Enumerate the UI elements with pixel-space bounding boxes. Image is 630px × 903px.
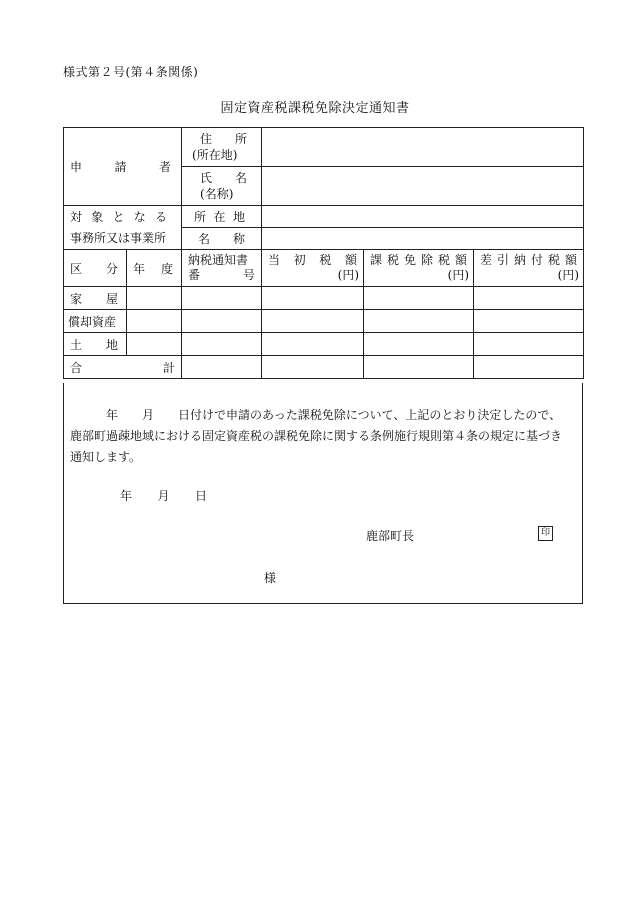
initial-tax-header xyxy=(262,250,364,287)
initial-tax-cell[interactable] xyxy=(262,333,364,356)
initial-tax-cell[interactable] xyxy=(262,310,364,333)
initial-tax-unit: (円) xyxy=(337,268,360,282)
exempt-tax-char: 税 xyxy=(387,253,400,267)
row-label-char: 地 xyxy=(105,337,118,352)
notice-line3: 通知します。 xyxy=(70,450,142,464)
name-label-char: 氏 xyxy=(200,171,213,185)
notice-number-char: 番 xyxy=(188,268,201,282)
row-label-depreciable: 償却資産 xyxy=(64,310,127,333)
location-label-char: 所 xyxy=(194,210,207,224)
location-label-char: 地 xyxy=(232,210,245,224)
table-row-total xyxy=(64,356,584,379)
row-label-char: 家 xyxy=(70,291,83,306)
initial-tax-char: 初 xyxy=(293,253,306,267)
notice-line2: 鹿部町過疎地域における固定資産税の課税免除に関する条例施行規則第４条の規定に基づき xyxy=(70,429,563,443)
initial-tax-cell[interactable] xyxy=(262,356,364,379)
target-label-line2: 事務所又は事業所 xyxy=(70,230,167,245)
addressee: 様 xyxy=(264,571,277,585)
address-label-char: 住 xyxy=(200,132,213,146)
target-label-char: る xyxy=(155,209,168,224)
applicant-name-field[interactable] xyxy=(262,167,584,206)
net-tax-char: 税 xyxy=(547,253,560,267)
category-header xyxy=(64,250,127,287)
applicant-address-row xyxy=(64,128,584,167)
notice-date: 年 月 日 xyxy=(120,489,208,503)
notice-number-cell[interactable] xyxy=(182,287,262,310)
notice-number-cell[interactable] xyxy=(182,333,262,356)
applicant-label-char: 申 xyxy=(70,160,83,174)
net-tax-char: 差 xyxy=(480,253,493,267)
row-label-char: 計 xyxy=(163,360,176,375)
applicant-label-cell xyxy=(64,128,182,206)
exempt-tax-header xyxy=(364,250,474,287)
location-label-char: 在 xyxy=(213,210,226,224)
initial-tax-cell[interactable] xyxy=(262,287,364,310)
net-tax-char: 納 xyxy=(513,253,526,267)
fiscal-year-cell[interactable] xyxy=(127,333,182,356)
address-sub-label: (所在地) xyxy=(192,148,238,162)
target-location-field[interactable] xyxy=(262,206,584,228)
address-label-cell xyxy=(182,128,262,167)
notice-line1: 年 月 日付けで申請のあった課税免除について、上記のとおり決定したので、 xyxy=(106,408,562,422)
notice-number-cell[interactable] xyxy=(182,310,262,333)
net-tax-cell[interactable] xyxy=(474,310,584,333)
target-name-label-cell xyxy=(182,228,262,250)
target-name-label-char: 称 xyxy=(233,232,246,246)
amount-header-row xyxy=(64,250,584,287)
net-tax-char: 付 xyxy=(530,253,543,267)
net-tax-unit: (円) xyxy=(557,268,580,282)
net-tax-cell[interactable] xyxy=(474,356,584,379)
document-title: 固定資産税課税免除決定通知書 xyxy=(220,101,410,116)
issuer-name: 鹿部町長 xyxy=(366,529,415,543)
exempt-tax-char: 免 xyxy=(403,253,416,267)
notice-number-cell[interactable] xyxy=(182,356,262,379)
exempt-tax-char: 除 xyxy=(420,253,433,267)
net-tax-cell[interactable] xyxy=(474,333,584,356)
form-number: 様式第２号(第４条関係) xyxy=(63,65,199,79)
name-label-cell xyxy=(182,167,262,206)
table-row-land xyxy=(64,333,584,356)
exempt-tax-cell[interactable] xyxy=(364,310,474,333)
name-sub-label: (名称) xyxy=(200,187,234,201)
notice-body xyxy=(70,405,576,468)
seal-mark: 印 xyxy=(538,526,553,541)
fiscal-year-cell[interactable] xyxy=(127,310,182,333)
exempt-tax-unit: (円) xyxy=(447,268,470,282)
target-label-char: な xyxy=(133,209,146,224)
table-row-depreciable xyxy=(64,310,584,333)
target-location-row xyxy=(64,206,584,228)
category-header-char: 分 xyxy=(105,261,118,276)
net-tax-char: 引 xyxy=(497,253,510,267)
row-label-char: 合 xyxy=(70,360,83,375)
row-label-house xyxy=(64,287,127,310)
category-header-char: 区 xyxy=(70,261,83,276)
fiscal-year-char: 年 xyxy=(133,261,146,276)
fiscal-year-header xyxy=(127,250,182,287)
target-name-field[interactable] xyxy=(262,228,584,250)
target-label-char: と xyxy=(112,209,125,224)
exempt-tax-char: 額 xyxy=(454,253,467,267)
fiscal-year-cell[interactable] xyxy=(127,287,182,310)
target-name-label-char: 名 xyxy=(198,232,211,246)
applicant-address-field[interactable] xyxy=(262,128,584,167)
exempt-tax-char: 課 xyxy=(370,253,383,267)
initial-tax-char: 当 xyxy=(268,253,281,267)
row-label-char: 土 xyxy=(70,337,83,352)
target-label-cell xyxy=(64,206,182,250)
net-tax-cell[interactable] xyxy=(474,287,584,310)
fiscal-year-char: 度 xyxy=(161,261,174,276)
target-label-char: 象 xyxy=(91,209,104,224)
applicant-label-char: 請 xyxy=(114,160,127,174)
table-row-house xyxy=(64,287,584,310)
initial-tax-char: 額 xyxy=(344,253,357,267)
notice-number-char: 号 xyxy=(243,268,256,282)
row-label-land xyxy=(64,333,127,356)
notice-number-header xyxy=(182,250,262,287)
notice-table xyxy=(63,127,584,379)
row-label-total xyxy=(64,356,182,379)
initial-tax-char: 税 xyxy=(319,253,332,267)
address-label-char: 所 xyxy=(235,132,248,146)
row-label-char: 屋 xyxy=(105,291,118,306)
exempt-tax-char: 税 xyxy=(437,253,450,267)
target-label-char: 対 xyxy=(70,209,83,224)
notice-number-line1: 納税通知書 xyxy=(188,253,249,267)
net-tax-header xyxy=(474,250,584,287)
name-label-char: 名 xyxy=(235,171,248,185)
applicant-label-char: 者 xyxy=(159,160,172,174)
net-tax-char: 額 xyxy=(564,253,577,267)
notice-box xyxy=(63,383,583,604)
exempt-tax-cell[interactable] xyxy=(364,287,474,310)
location-label-cell xyxy=(182,206,262,228)
exempt-tax-cell[interactable] xyxy=(364,333,474,356)
exempt-tax-cell[interactable] xyxy=(364,356,474,379)
